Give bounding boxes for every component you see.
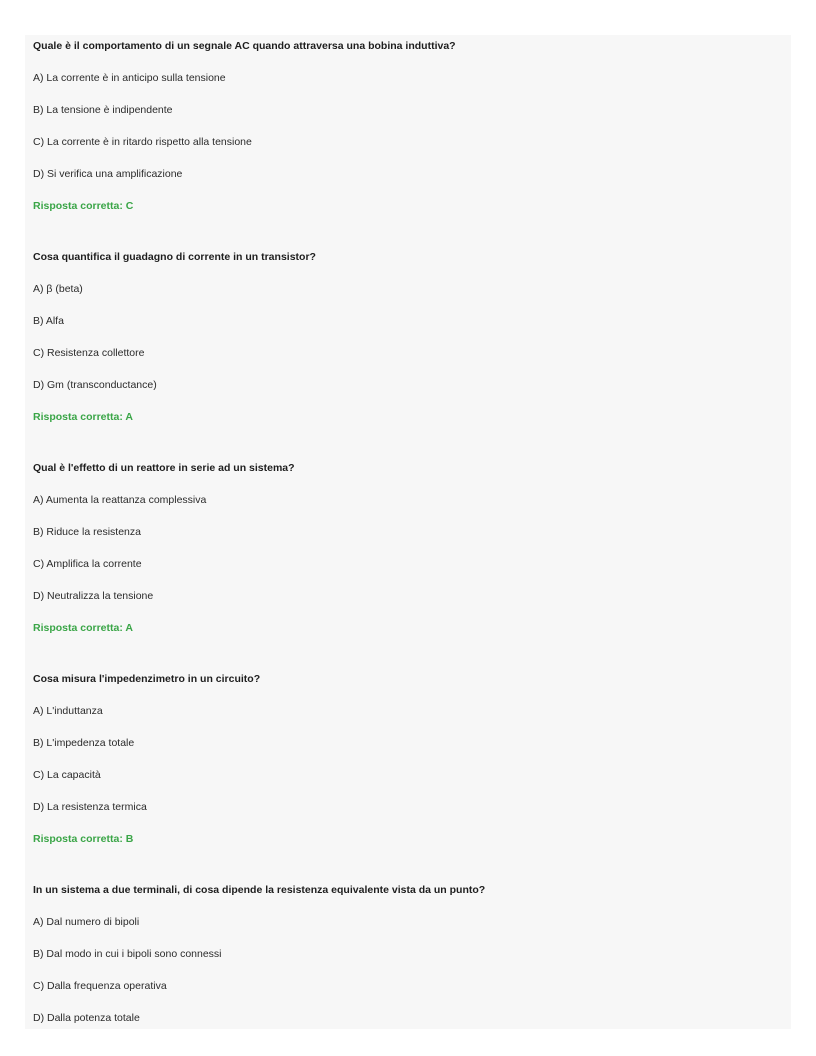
option-d: D) Si verifica una amplificazione bbox=[33, 168, 183, 180]
option-a: A) Dal numero di bipoli bbox=[33, 916, 140, 928]
question-block bbox=[33, 671, 783, 882]
option-b: B) Alfa bbox=[33, 315, 64, 327]
question-text: Quale è il comportamento di un segnale AC quando attraversa una bobina induttiva? bbox=[33, 40, 456, 52]
option-c: C) La corrente è in ritardo rispetto alla tensione bbox=[33, 136, 252, 148]
question-block bbox=[33, 38, 783, 249]
correct-answer: Risposta corretta: A bbox=[33, 622, 133, 634]
question-text: Cosa misura l'impedenzimetro in un circuito? bbox=[33, 673, 261, 685]
question-text: In un sistema a due terminali, di cosa dipende la resistenza equivalente vista da un punto? bbox=[33, 884, 486, 896]
question-block bbox=[33, 249, 783, 460]
option-a: A) β (beta) bbox=[33, 283, 83, 295]
option-c: C) Resistenza collettore bbox=[33, 347, 145, 359]
option-a: A) L'induttanza bbox=[33, 705, 103, 717]
correct-answer: Risposta corretta: A bbox=[33, 411, 133, 423]
option-a: A) La corrente è in anticipo sulla tensione bbox=[33, 72, 226, 84]
option-c: C) La capacità bbox=[33, 769, 101, 781]
question-block bbox=[33, 882, 783, 1042]
question-block bbox=[33, 460, 783, 671]
option-d: D) Gm (transconductance) bbox=[33, 379, 157, 391]
option-b: B) La tensione è indipendente bbox=[33, 104, 173, 116]
question-text: Qual è l'effetto di un reattore in serie ad un sistema? bbox=[33, 462, 295, 474]
option-c: C) Amplifica la corrente bbox=[33, 558, 142, 570]
option-b: B) L'impedenza totale bbox=[33, 737, 135, 749]
quiz-list bbox=[33, 38, 783, 1042]
option-c: C) Dalla frequenza operativa bbox=[33, 980, 167, 992]
option-d: D) La resistenza termica bbox=[33, 801, 147, 813]
option-b: B) Riduce la resistenza bbox=[33, 526, 141, 538]
option-b: B) Dal modo in cui i bipoli sono connessi bbox=[33, 948, 222, 960]
option-d: D) Dalla potenza totale bbox=[33, 1012, 140, 1024]
option-a: A) Aumenta la reattanza complessiva bbox=[33, 494, 207, 506]
question-text: Cosa quantifica il guadagno di corrente in un transistor? bbox=[33, 251, 316, 263]
correct-answer: Risposta corretta: B bbox=[33, 833, 134, 845]
correct-answer: Risposta corretta: C bbox=[33, 200, 134, 212]
option-d: D) Neutralizza la tensione bbox=[33, 590, 154, 602]
